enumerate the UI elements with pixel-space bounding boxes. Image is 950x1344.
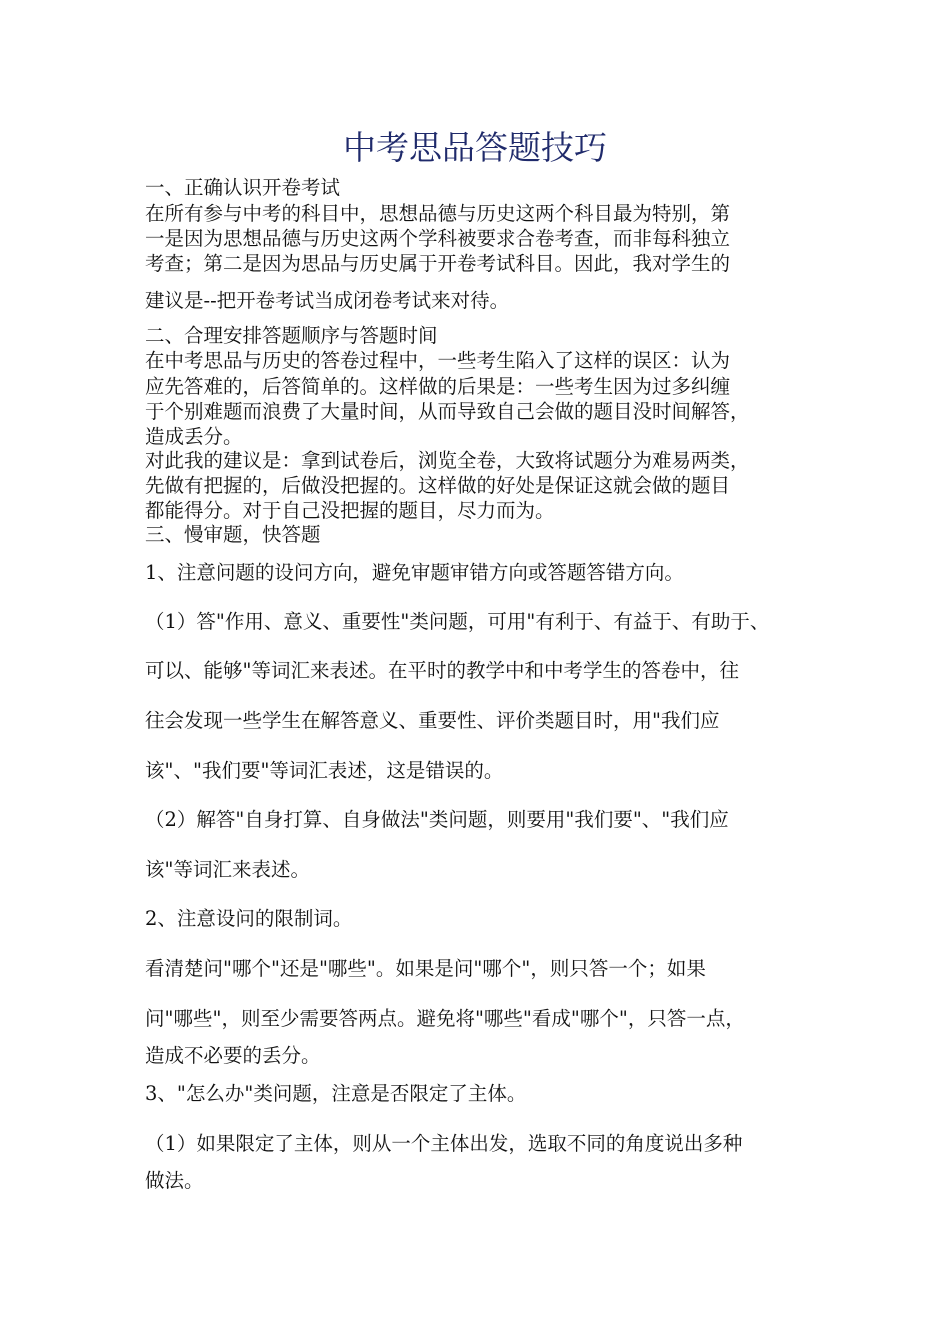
paragraph-line: 先做有把握的，后做没把握的。这样做的好处是保证这就会做的题目: [145, 474, 731, 497]
subsection-heading: 2、注意设问的限制词。: [145, 907, 353, 930]
paragraph-line: （1）答"作用、意义、重要性"类问题，可用"有利于、有益于、有助于、: [145, 610, 770, 633]
paragraph-line: 考查；第二是因为思品与历史属于开卷考试科目。因此，我对学生的: [145, 252, 731, 275]
paragraph-line: 往会发现一些学生在解答意义、重要性、评价类题目时，用"我们应: [145, 709, 720, 732]
paragraph-line: 可以、能够"等词汇来表述。在平时的教学中和中考学生的答卷中，往: [145, 659, 739, 682]
subsection-heading: 1、注意问题的设问方向，避免审题审错方向或答题答错方向。: [145, 561, 684, 584]
section-heading: 三、慢审题，快答题: [145, 523, 321, 546]
paragraph-line: 问"哪些"，则至少需要答两点。避免将"哪些"看成"哪个"，只答一点，: [145, 1007, 745, 1030]
paragraph-line: （2）解答"自身打算、自身做法"类问题，则要用"我们要"、"我们应: [145, 808, 729, 831]
paragraph-line: 对此我的建议是：拿到试卷后，浏览全卷，大致将试题分为难易两类，: [145, 449, 750, 472]
paragraph-line: 该"等词汇来表述。: [145, 858, 310, 881]
paragraph-line: 于个别难题而浪费了大量时间，从而导致自己会做的题目没时间解答，: [145, 400, 750, 423]
paragraph-line: 建议是--把开卷考试当成闭卷考试来对待。: [145, 289, 510, 312]
paragraph-line: 造成丢分。: [145, 425, 243, 448]
paragraph-line: 都能得分。对于自己没把握的题目，尽力而为。: [145, 499, 555, 522]
paragraph-line: 该"、"我们要"等词汇表述，这是错误的。: [145, 759, 504, 782]
subsection-heading: 3、"怎么办"类问题，注意是否限定了主体。: [145, 1082, 527, 1105]
paragraph-line: 在所有参与中考的科目中，思想品德与历史这两个科目最为特别，第: [145, 202, 731, 225]
document-title: 中考思品答题技巧: [343, 128, 607, 167]
paragraph-line: 在中考思品与历史的答卷过程中，一些考生陷入了这样的误区：认为: [145, 349, 731, 372]
paragraph-line: 做法。: [145, 1169, 204, 1192]
paragraph-line: 一是因为思想品德与历史这两个学科被要求合卷考查，而非每科独立: [145, 227, 731, 250]
section-heading: 一、正确认识开卷考试: [145, 176, 341, 199]
paragraph-line: 造成不必要的丢分。: [145, 1044, 321, 1067]
paragraph-line: 看清楚问"哪个"还是"哪些"。如果是问"哪个"，则只答一个；如果: [145, 957, 706, 980]
paragraph-line: （1）如果限定了主体，则从一个主体出发，选取不同的角度说出多种: [145, 1132, 743, 1155]
section-heading: 二、合理安排答题顺序与答题时间: [145, 324, 438, 347]
paragraph-line: 应先答难的，后答简单的。这样做的后果是：一些考生因为过多纠缠: [145, 375, 731, 398]
